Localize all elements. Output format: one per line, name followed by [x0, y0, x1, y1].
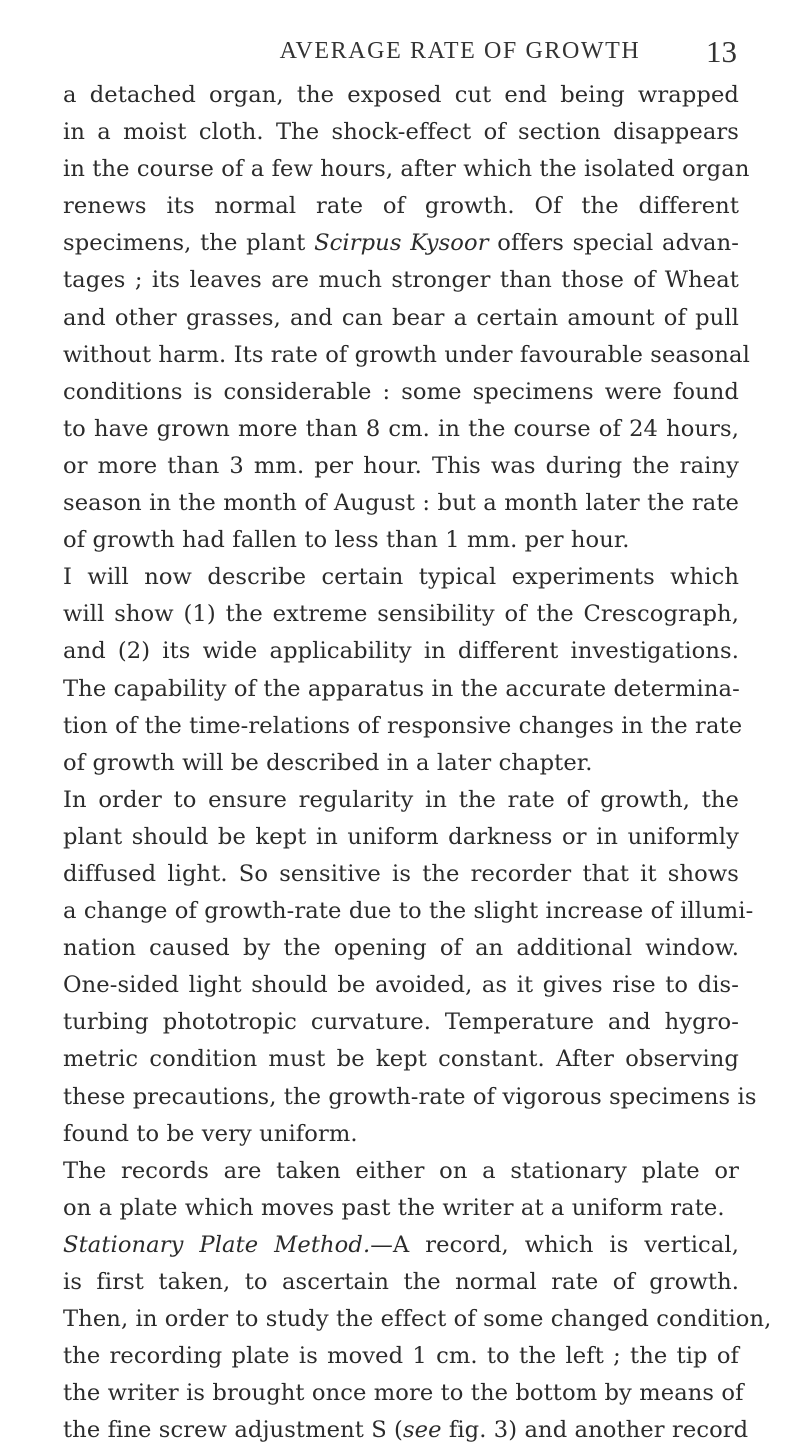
text-line: [63, 1116, 739, 1153]
text-segment: tages ; its leaves are much stronger than those of Wheat: [63, 267, 739, 294]
italic-text: see: [402, 1417, 442, 1444]
text-segment: found to be very uniform.: [63, 1120, 358, 1147]
text-line: [63, 225, 739, 262]
text-line: [63, 1079, 757, 1116]
text-line: [63, 745, 739, 782]
text-segment: on a plate which moves past the writer at a uniform rate.: [63, 1194, 725, 1221]
text-line: [63, 782, 739, 819]
text-segment: plant should be kept in uniform darkness or in uniformly: [63, 823, 739, 850]
text-line: [63, 411, 739, 448]
text-line: [63, 671, 739, 708]
text-line: [63, 188, 739, 225]
text-segment: a detached organ, the exposed cut end being wrapped: [63, 82, 739, 108]
text-line: [63, 522, 739, 559]
text-line: [63, 448, 739, 485]
text-segment: turbing phototropic curvature. Temperature and hygro-: [63, 1009, 739, 1036]
text-segment: and (2) its wide applicability in different investigations.: [63, 638, 739, 665]
text-segment: Then, in order to study the effect of some changed condition,: [63, 1306, 772, 1333]
text-segment: conditions is considerable : some specimens were found: [63, 378, 739, 405]
text-segment: offers special advan-: [488, 230, 739, 257]
text-segment: and other grasses, and can bear a certain amount of pull: [63, 304, 739, 331]
body-text: [63, 77, 772, 1449]
text-segment: will show (1) the extreme sensibility of the Crescograph,: [63, 601, 739, 628]
text-segment: in the course of a few hours, after which the isolated organ: [63, 156, 750, 183]
text-segment: of growth had fallen to less than 1 mm. per hour.: [63, 527, 630, 554]
text-segment: is first taken, to ascertain the normal rate of growth.: [63, 1269, 739, 1295]
text-segment: I will now describe certain typical experiments which: [63, 564, 739, 591]
text-line: [63, 1227, 739, 1264]
text-line: [63, 1338, 739, 1375]
text-line: [63, 967, 739, 1004]
text-line: [63, 708, 743, 745]
text-segment: a change of growth-rate due to the slight increase of illumi-: [63, 898, 754, 925]
text-segment: One-sided light should be avoided, as it gives rise to dis-: [63, 972, 739, 999]
text-segment: fig. 3) and another record: [441, 1417, 749, 1444]
italic-text: Scirpus Kysoor: [314, 230, 489, 257]
text-line: [63, 930, 739, 967]
page-number: 13: [706, 34, 737, 69]
text-line: [63, 1041, 739, 1078]
text-segment: The records are taken either on a stationary plate or: [63, 1157, 739, 1184]
text-segment: nation caused by the opening of an additional window.: [63, 935, 739, 962]
text-line: [63, 151, 750, 188]
text-line: [63, 893, 754, 930]
text-line: [63, 1004, 739, 1041]
text-segment: these precautions, the growth-rate of vigorous specimens is: [63, 1083, 757, 1110]
text-line: [63, 856, 739, 893]
text-line: [63, 300, 739, 337]
text-line: [63, 596, 739, 633]
text-line: [63, 1412, 749, 1449]
text-line: [63, 633, 739, 670]
text-line: [63, 1264, 739, 1301]
text-line: [63, 1301, 772, 1338]
text-line: [63, 1153, 739, 1190]
text-segment: metric condition must be kept constant. After observing: [63, 1046, 739, 1073]
text-segment: the fine screw adjustment S (: [63, 1417, 403, 1444]
text-segment: of growth will be described in a later chapter.: [63, 749, 593, 776]
text-segment: The capability of the apparatus in the accurate determina-: [63, 675, 740, 702]
text-segment: specimens, the plant: [63, 230, 315, 257]
text-line: [63, 485, 739, 522]
text-segment: the recording plate is moved 1 cm. to the left ; the tip of: [63, 1343, 739, 1370]
text-line: [63, 374, 739, 411]
text-line: [63, 337, 750, 374]
text-segment: season in the month of August : but a month later the rate: [63, 490, 739, 517]
text-segment: —A record, which is vertical,: [370, 1231, 739, 1258]
text-segment: without harm. Its rate of growth under favourable seasonal: [63, 341, 750, 368]
running-head: AVERAGE RATE OF GROWTH: [279, 38, 641, 64]
italic-text: Stationary Plate Method.: [63, 1231, 371, 1258]
text-segment: tion of the time-relations of responsive changes in the rate: [63, 712, 743, 739]
text-line: [63, 1190, 739, 1227]
text-line: [63, 1375, 744, 1412]
text-line: [63, 114, 739, 151]
text-segment: in a moist cloth. The shock-effect of section disappears: [63, 119, 739, 146]
text-segment: to have grown more than 8 cm. in the course of 24 hours,: [63, 415, 739, 442]
text-line: [63, 819, 739, 856]
text-line: [63, 77, 739, 114]
text-segment: In order to ensure regularity in the rate of growth, the: [63, 786, 739, 813]
text-segment: diffused light. So sensitive is the recorder that it shows: [63, 860, 739, 887]
text-segment: renews its normal rate of growth. Of the different: [63, 193, 739, 220]
page-header: [0, 34, 800, 74]
text-line: [63, 262, 739, 299]
text-segment: or more than 3 mm. per hour. This was during the rainy: [63, 452, 739, 479]
text-segment: the writer is brought once more to the bottom by means of: [63, 1380, 744, 1407]
text-line: [63, 559, 739, 596]
